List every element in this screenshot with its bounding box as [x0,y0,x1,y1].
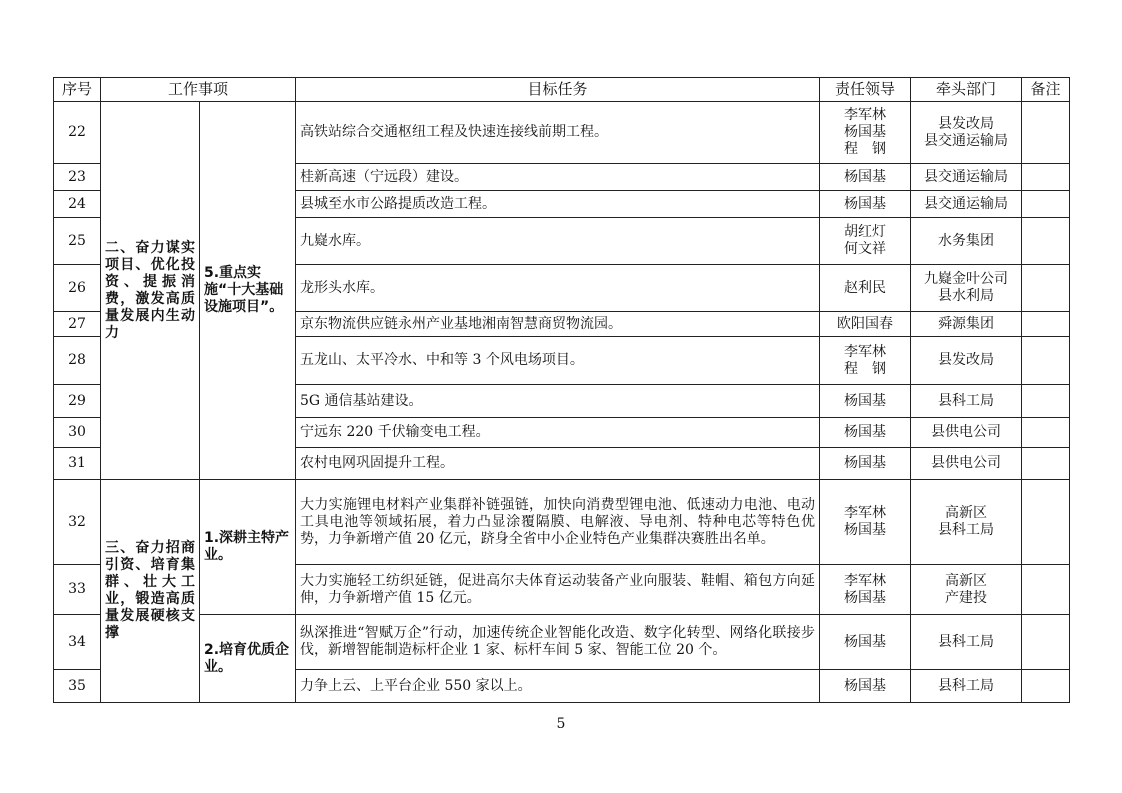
target-task: 高铁站综合交通枢纽工程及快速连接线前期工程。 [296,102,820,164]
lead-department: 县发改局 [911,337,1022,385]
target-task: 京东物流供应链永州产业基地湘南智慧商贸物流园。 [296,312,820,337]
table-row [54,102,1070,164]
row-number: 22 [54,102,101,164]
page-number: 5 [556,716,566,732]
responsible-leader: 李军林 程 钢 [820,337,911,385]
responsible-leader: 杨国基 [820,191,911,218]
work-plan-table [53,77,1070,703]
header-work-item: 工作事项 [101,78,296,102]
notes-cell [1022,265,1070,312]
header-notes: 备注 [1022,78,1070,102]
notes-cell [1022,448,1070,480]
row-number: 24 [54,191,101,218]
row-number: 23 [54,164,101,191]
responsible-leader: 李军林 杨国基 程 钢 [820,102,911,164]
row-number: 27 [54,312,101,337]
lead-department: 县交通运输局 [911,191,1022,218]
notes-cell [1022,191,1070,218]
responsible-leader: 杨国基 [820,448,911,480]
target-task: 五龙山、太平冷水、中和等 3 个风电场项目。 [296,337,820,385]
row-number: 29 [54,385,101,418]
target-task: 大力实施锂电材料产业集群补链强链，加快向消费型锂电池、低速动力电池、电动工具电池等领域拓展，着力凸显涂覆隔膜、电解液、导电剂、特种电芯等特色优势，力争新增产值 20 亿元，跻身全省中小企业特色产业集群决赛胜出名单。 [296,480,820,565]
notes-cell [1022,418,1070,448]
responsible-leader: 李军林 杨国基 [820,480,911,565]
notes-cell [1022,337,1070,385]
lead-department: 县供电公司 [911,418,1022,448]
header-seq: 序号 [54,78,101,102]
notes-cell [1022,312,1070,337]
notes-cell [1022,164,1070,191]
responsible-leader: 杨国基 [820,615,911,670]
lead-department: 县交通运输局 [911,164,1022,191]
row-number: 26 [54,265,101,312]
lead-department: 县供电公司 [911,448,1022,480]
target-task: 桂新高速（宁远段）建设。 [296,164,820,191]
responsible-leader: 欧阳国春 [820,312,911,337]
header-target: 目标任务 [296,78,820,102]
subcategory-cell: 5.重点实施“十大基础设施项目”。 [200,102,296,480]
row-number: 34 [54,615,101,670]
responsible-leader: 杨国基 [820,164,911,191]
target-task: 5G 通信基站建设。 [296,385,820,418]
header-row [54,78,1070,102]
subcategory-cell: 2.培育优质企业。 [200,615,296,703]
target-task: 九嶷水库。 [296,218,820,265]
responsible-leader: 李军林 杨国基 [820,565,911,615]
row-number: 31 [54,448,101,480]
responsible-leader: 杨国基 [820,385,911,418]
responsible-leader: 杨国基 [820,418,911,448]
notes-cell [1022,670,1070,703]
category-cell: 二、奋力谋实项目、优化投资、提振消费，激发高质量发展内生动力 [101,102,200,480]
row-number: 28 [54,337,101,385]
lead-department: 县科工局 [911,385,1022,418]
row-number: 33 [54,565,101,615]
table-row [54,615,1070,670]
notes-cell [1022,480,1070,565]
lead-department: 县科工局 [911,615,1022,670]
subcategory-cell: 1.深耕主特产业。 [200,480,296,615]
target-task: 大力实施轻工纺织延链，促进高尔夫体育运动装备产业向服装、鞋帽、箱包方向延伸，力争新增产值 15 亿元。 [296,565,820,615]
notes-cell [1022,218,1070,265]
lead-department: 县发改局 县交通运输局 [911,102,1022,164]
lead-department: 水务集团 [911,218,1022,265]
row-number: 32 [54,480,101,565]
notes-cell [1022,615,1070,670]
responsible-leader: 赵利民 [820,265,911,312]
row-number: 25 [54,218,101,265]
row-number: 35 [54,670,101,703]
lead-department: 高新区 县科工局 [911,480,1022,565]
lead-department: 高新区 产建投 [911,565,1022,615]
target-task: 力争上云、上平台企业 550 家以上。 [296,670,820,703]
lead-department: 九嶷金叶公司 县水利局 [911,265,1022,312]
notes-cell [1022,102,1070,164]
header-dept: 牵头部门 [911,78,1022,102]
lead-department: 县科工局 [911,670,1022,703]
row-number: 30 [54,418,101,448]
lead-department: 舜源集团 [911,312,1022,337]
target-task: 龙形头水库。 [296,265,820,312]
table-row [54,480,1070,565]
target-task: 县城至水市公路提质改造工程。 [296,191,820,218]
notes-cell [1022,565,1070,615]
notes-cell [1022,385,1070,418]
target-task: 农村电网巩固提升工程。 [296,448,820,480]
target-task: 宁远东 220 千伏输变电工程。 [296,418,820,448]
header-leader: 责任领导 [820,78,911,102]
responsible-leader: 胡红灯 何文祥 [820,218,911,265]
category-cell: 三、奋力招商引资、培育集群、壮大工业，锻造高质量发展硬核支撑 [101,480,200,703]
responsible-leader: 杨国基 [820,670,911,703]
target-task: 纵深推进“智赋万企”行动，加速传统企业智能化改造、数字化转型、网络化联接步伐，新增智能制造标杆企业 1 家、标杆车间 5 家、智能工位 20 个。 [296,615,820,670]
